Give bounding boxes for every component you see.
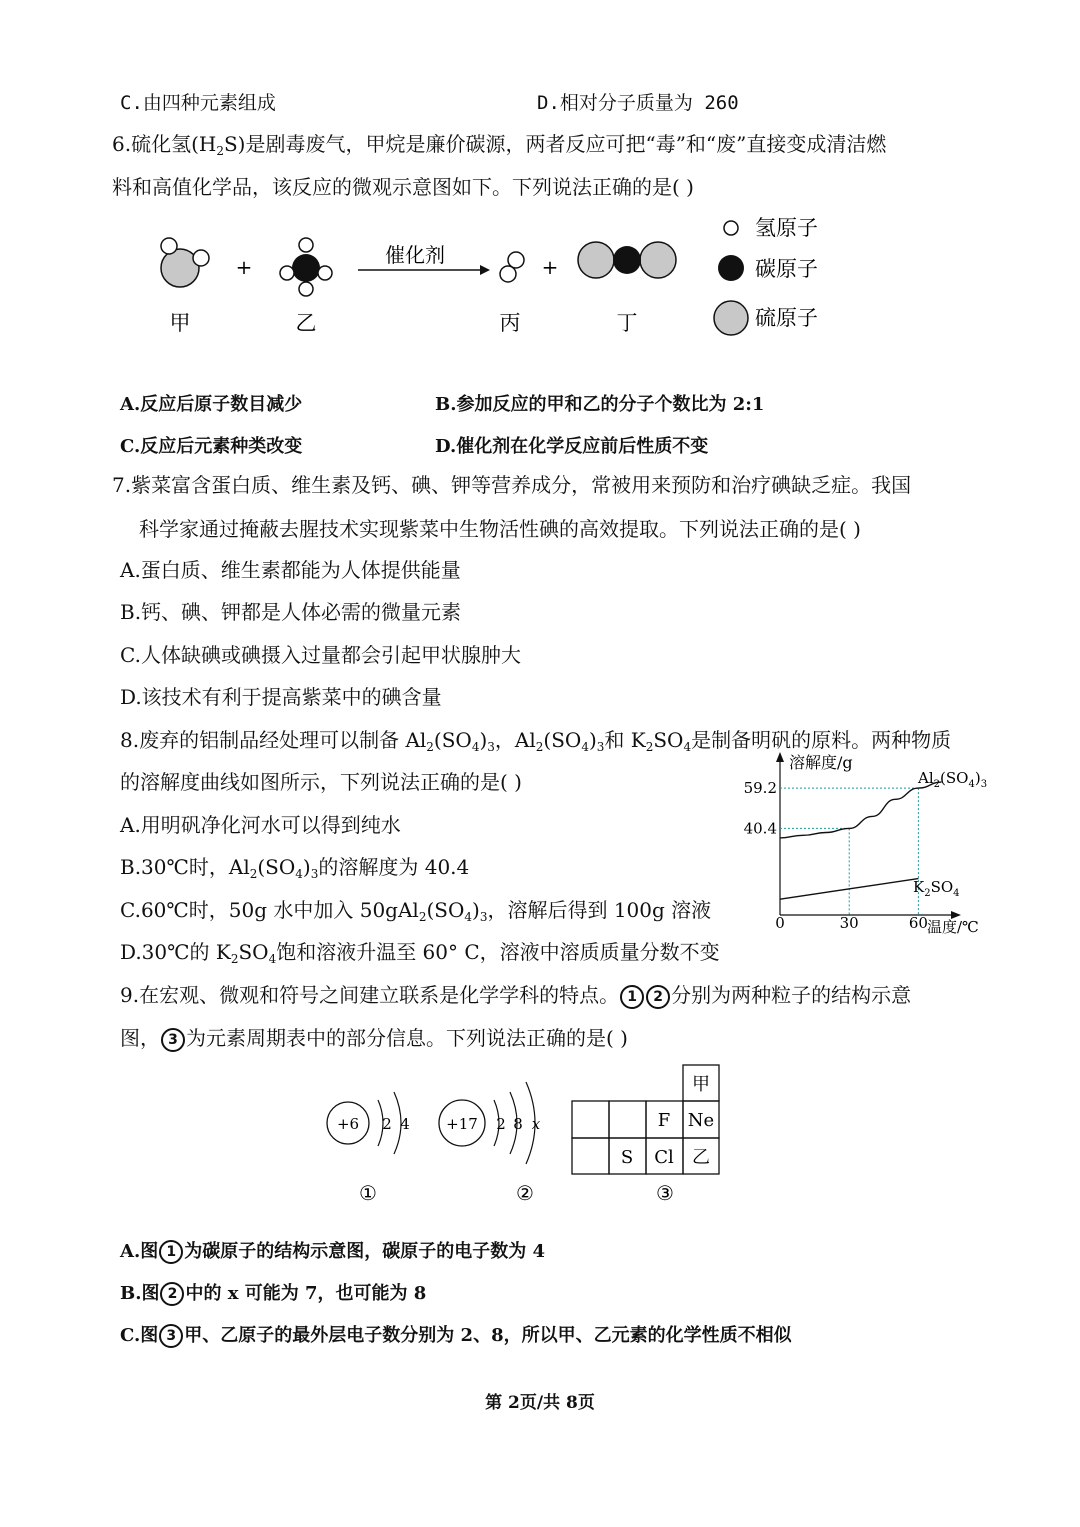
- q8-option-a: A.用明矾净化河水可以得到纯水: [120, 813, 401, 837]
- svg-text:4: 4: [400, 1115, 410, 1133]
- svg-text:x: x: [531, 1115, 541, 1133]
- svg-text:2: 2: [496, 1115, 506, 1133]
- legend-hydrogen: 氢原子: [755, 216, 818, 240]
- q5-option-d: D.相对分子质量为 260: [537, 92, 739, 114]
- svg-text:8: 8: [513, 1115, 523, 1133]
- q8-stem-line2: 的溶解度曲线如图所示，下列说法正确的是( ): [120, 770, 522, 794]
- table-cell-jia: 甲: [692, 1074, 710, 1095]
- label-bing: 丙: [499, 311, 521, 335]
- q9-option-c: C.图 3 甲、乙原子的最外层电子数分别为 2、8，所以甲、乙元素的化学性质不相似: [120, 1325, 792, 1346]
- atom-2-label: ②: [516, 1181, 534, 1205]
- table-cell-cl: Cl: [654, 1147, 674, 1168]
- q6-option-a: A.反应后原子数目减少: [120, 394, 303, 415]
- reaction-diagram: [140, 210, 860, 350]
- legend-sulfur-icon: [714, 301, 748, 335]
- q6-stem-line2: 料和高值化学品，该反应的微观示意图如下。下列说法正确的是( ): [112, 175, 694, 199]
- label-yi: 乙: [295, 311, 317, 335]
- q8-stem-line1: 8.废弃的铝制品经处理可以制备 $Al_2(SO_4)_3$，$Al_2(SO_4)_3$和 $K_2SO_4$是制备明矾的原料。两种物质: [120, 728, 952, 754]
- x-tick-30: 30: [839, 914, 859, 932]
- q7-option-c: C.人体缺碘或碘摄入过量都会引起甲状腺肿大: [120, 643, 521, 667]
- q8-option-d: D.30℃的 $K_2SO_4$饱和溶液升温至 60° C，溶液中溶质质量分数不变: [120, 940, 720, 966]
- circled-number-3: 3: [161, 1028, 185, 1052]
- q9-option-b: B.图 2 中的 x 可能为 7，也可能为 8: [120, 1283, 427, 1304]
- x-tick-60: 60: [908, 914, 928, 932]
- legend-carbon: 碳原子: [755, 257, 818, 281]
- svg-text:+17: +17: [446, 1115, 478, 1133]
- q8-option-c: C.60℃时，50g 水中加入 $50gAl_2(SO_4)_3$，溶解后得到 100g 溶液: [120, 898, 712, 924]
- atom-1-label: ①: [359, 1181, 377, 1205]
- q8-option-b: B.30℃时，$Al_2(SO_4)_3$的溶解度为 40.4: [120, 855, 470, 881]
- label-jia: 甲: [169, 311, 191, 335]
- atom-and-table-diagram: [320, 1060, 740, 1220]
- series-label-al2so43: $Al_2(SO_4)_3$: [918, 769, 988, 790]
- atom-structure-2: [439, 1082, 541, 1205]
- svg-text:2: 2: [382, 1115, 392, 1133]
- q6-option-d: D.催化剂在化学反应前后性质不变: [435, 436, 709, 457]
- legend-sulfur: 硫原子: [755, 306, 818, 330]
- q6-stem-line1: 6.硫化氢$(H_2S)$是剧毒废气，甲烷是廉价碳源，两者反应可把“毒”和“废”直接变成清洁燃: [112, 132, 887, 158]
- plus-sign-1: +: [235, 255, 253, 279]
- q7-option-a: A.蛋白质、维生素都能为人体提供能量: [120, 558, 461, 582]
- q9-option-a: A.图 1 为碳原子的结构示意图，碳原子的电子数为 4: [120, 1241, 546, 1262]
- x-tick-0: 0: [775, 914, 785, 932]
- q6-option-c: C.反应后元素种类改变: [120, 436, 303, 457]
- q6-option-b: B.参加反应的甲和乙的分子个数比为 2:1: [435, 394, 765, 415]
- label-ding: 丁: [616, 311, 638, 335]
- q9-stem-line2: 图， 3 为元素周期表中的部分信息。下列说法正确的是( ): [120, 1026, 628, 1050]
- legend-hydrogen-icon: [724, 221, 738, 235]
- arrow-head: [480, 265, 490, 275]
- y-axis-label: 溶解度/g: [789, 753, 853, 772]
- q7-stem-line1: 7.紫菜富含蛋白质、维生素及钙、碘、钾等营养成分，常被用来预防和治疗碘缺乏症。我国: [112, 473, 912, 497]
- series-label-k2so4: $K_2SO_4$: [913, 878, 960, 899]
- table-cell-s: S: [620, 1147, 634, 1168]
- table-cell-ne: Ne: [687, 1110, 715, 1131]
- svg-text:+6: +6: [336, 1115, 360, 1133]
- molecule-ding: [578, 242, 676, 278]
- atom-structure-1: [327, 1092, 410, 1205]
- catalyst-label: 催化剂: [385, 243, 445, 267]
- molecule-yi: [280, 238, 332, 296]
- y-tick-59.2: 59.2: [743, 779, 777, 798]
- y-tick-40.4: 40.4: [743, 819, 777, 838]
- legend-carbon-icon: [718, 255, 744, 281]
- q7-option-d: D.该技术有利于提高紫菜中的碘含量: [120, 685, 442, 709]
- page-number: 第 2页/共 8页: [485, 1393, 595, 1413]
- q7-stem-line2: 科学家通过掩蔽去腥技术实现紫菜中生物活性碘的高效提取。下列说法正确的是( ): [139, 517, 861, 541]
- solubility-chart: [735, 750, 1005, 940]
- q9-stem-line1: 9.在宏观、微观和符号之间建立联系是化学学科的特点。 1 2 分别为两种粒子的结构示意: [120, 983, 912, 1007]
- y-axis-arrow: [776, 752, 784, 762]
- series-line-al2so43: [780, 782, 942, 838]
- circled-number-2: 2: [646, 985, 670, 1009]
- table-cell-f: F: [657, 1110, 671, 1131]
- q7-option-b: B.钙、碘、钾都是人体必需的微量元素: [120, 600, 462, 624]
- plus-sign-2: +: [541, 255, 559, 279]
- x-axis-label: 温度/℃: [927, 918, 979, 936]
- circled-number-1: 1: [620, 985, 644, 1009]
- molecule-jia: [161, 238, 209, 287]
- table-cell-yi: 乙: [692, 1147, 710, 1168]
- molecule-bing: [500, 252, 524, 282]
- table-label: ③: [656, 1181, 674, 1205]
- q5-option-c: C.由四种元素组成: [120, 92, 276, 114]
